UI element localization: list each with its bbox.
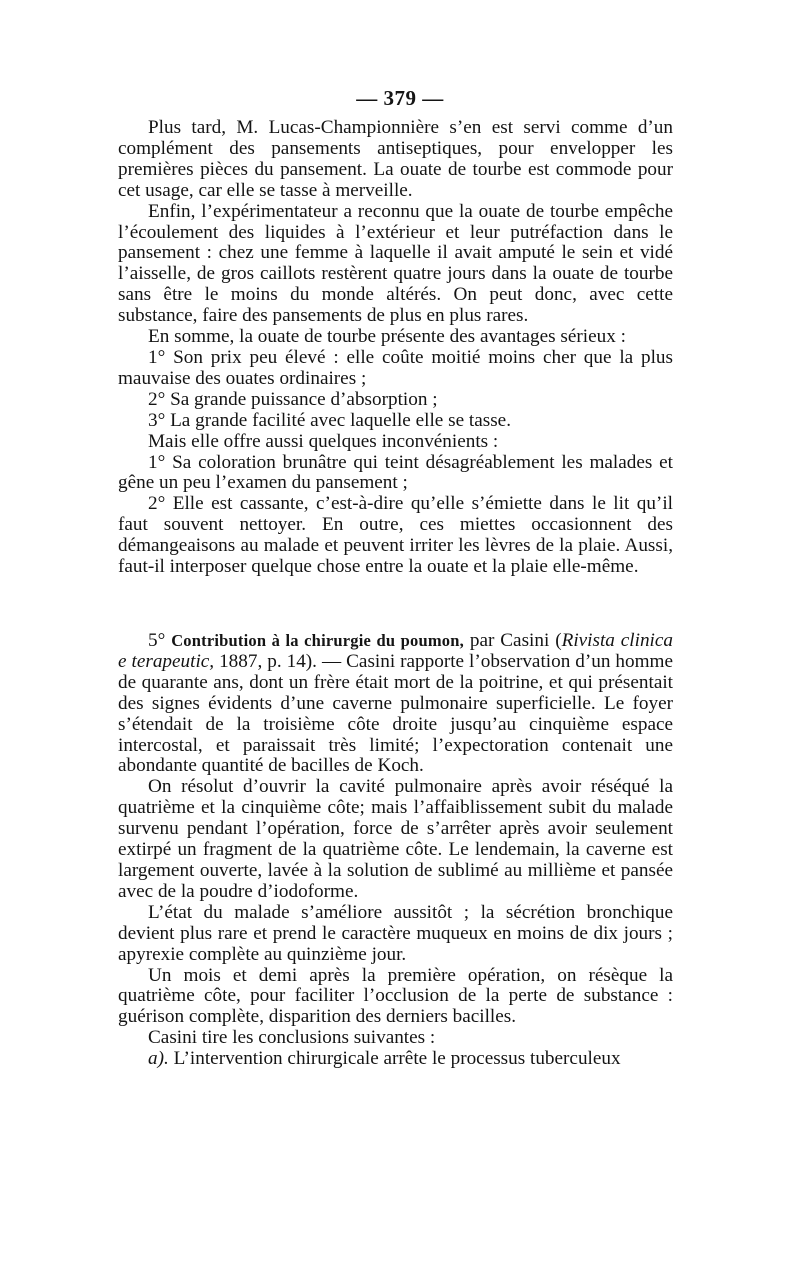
- section-5-text: [118, 631, 673, 1070]
- list-item: 3° La grande facilité avec laquelle elle se tasse.: [148, 409, 511, 431]
- section-heading-paragraph: [118, 631, 673, 777]
- section-4-text: [118, 118, 673, 578]
- journal-title: Rivista clinica e terapeutic,: [118, 630, 673, 672]
- list-item: 1° Sa coloration brunâtre qui teint désagréablement les malades et gêne un peu l’examen du pansement ;: [118, 451, 673, 494]
- author: par Casini (: [469, 630, 562, 651]
- paragraph: L’état du malade s’améliore aussitôt ; la sécrétion bronchique devient plus rare et prend le caractère muqueux en moins de dix jours ; apyrexie complète au quinzième jour.: [118, 901, 673, 965]
- paragraph: Casini tire les conclusions suivantes :: [148, 1027, 436, 1049]
- paragraph: Plus tard, M. Lucas-Championnière s’en est servi comme d’un complément des pansements antiseptiques, pour envelopper les premières pièces du pansement. La ouate de tourbe est commode pour cet usage, car elle se tasse à merveille.: [118, 117, 673, 201]
- section-title: Contribution à la chirurgie du poumon,: [171, 631, 464, 650]
- section-number: 5°: [148, 630, 166, 651]
- list-item: 2° Elle est cassante, c’est-à-dire qu’elle s’émiette dans le lit qu’il faut souvent nettoyer. En outre, ces miettes occasionnent des démangeaisons au malade et peuvent irriter les lèvres de la plaie. Aussi, faut-il interposer quelque chose entre la ouate et la plaie elle-même.: [118, 493, 673, 578]
- paragraph: Enfin, l’expérimentateur a reconnu que la ouate de tourbe empêche l’écoulement des liquides à l’extérieur et leur putréfaction dans le pansement : chez une femme à laquelle il avait amputé le sein et vidé l’aisselle, de gros caillots restèrent quatre jours dans la ouate de tourbe sans être le moins du monde altérés. On peut donc, avec cette substance, faire des pansements de plus en plus rares.: [118, 200, 673, 327]
- paragraph: En somme, la ouate de tourbe présente des avantages sérieux :: [148, 326, 626, 348]
- paragraph: Un mois et demi après la première opération, on résèque la quatrième côte, pour faciliter l’occlusion de la perte de substance : guérison complète, disparition des derniers bacilles.: [118, 964, 673, 1028]
- paragraph: Mais elle offre aussi quelques inconvénients :: [148, 430, 499, 452]
- list-item: 2° Sa grande puissance d’absorption ;: [148, 388, 438, 410]
- citation-text: 1887, p. 14). — Casini rapporte l’observation d’un homme de quarante ans, dont un frère était mort de la poitrine, et qui présentait des signes évidents d’une caverne pulmonaire superficielle. Le foyer s’étendait de la troisième côte droite jusqu’au cinquième espace intercostal, et paraissait très limité; l’expectoration contenait une abondante quantité de bacilles de Koch.: [118, 650, 673, 777]
- conclusion-marker: a).: [148, 1048, 169, 1070]
- paragraph: On résolut d’ouvrir la cavité pulmonaire après avoir réséqué la quatrième et la cinquième côte; mais l’affaiblissement subit du malade survenu pendant l’opération, force de s’arrêter après avoir seulement extirpé un fragment de la quatrième côte. Le lendemain, la caverne est largement ouverte, lavée à la solution de sublimé au millième et pansée avec de la poudre d’iodoforme.: [118, 776, 673, 902]
- conclusion-text: L’intervention chirurgicale arrête le processus tuberculeux: [168, 1048, 621, 1070]
- conclusion-item: [118, 1049, 673, 1070]
- page-number: — 379 —: [356, 86, 444, 110]
- list-item: 1° Son prix peu élevé : elle coûte moitié moins cher que la plus mauvaise des ouates ordinaires ;: [118, 346, 673, 389]
